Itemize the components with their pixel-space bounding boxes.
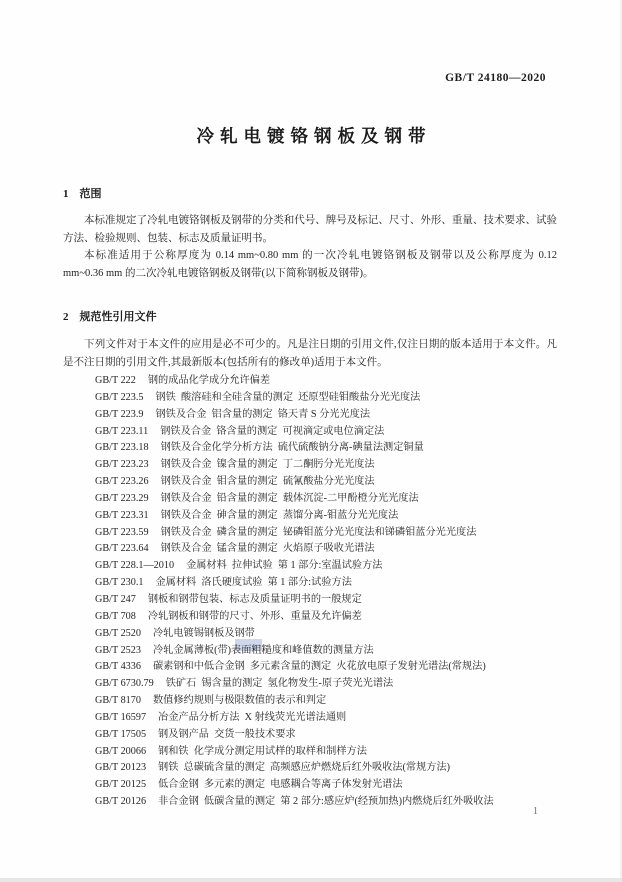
reference-title: 钢及钢产品 交货一般技术要求	[158, 728, 296, 740]
reference-title: 金属材料 拉伸试验 第 1 部分:室温试验方法	[186, 560, 383, 572]
reference-title: 钢铁及合金 铬含量的测定 可视滴定或电位滴定法	[160, 425, 385, 437]
reference-title: 钢铁及合金 钼含量的测定 硫氰酸盐分光光度法	[160, 476, 375, 488]
reference-code: GB/T 20125	[95, 779, 147, 791]
reference-item	[95, 407, 565, 424]
reference-code: GB/T 20066	[95, 745, 147, 757]
reference-item	[95, 575, 565, 592]
reference-code: GB/T 223.31	[95, 509, 149, 521]
reference-code: GB/T 20123	[95, 762, 147, 774]
paragraph: 本标准规定了冷轧电镀铬钢板及钢带的分类和代号、牌号及标记、尺寸、外形、重量、技术要求、试验方法、检验规则、包装、标志及质量证明书。	[63, 215, 557, 244]
reference-title: 钢铁及合金 磷含量的测定 铋磷钼蓝分光光度法和锑磷钼蓝分光光度法	[160, 526, 477, 538]
reference-code: GB/T 223.11	[95, 425, 149, 437]
reference-item	[95, 592, 565, 609]
reference-item	[95, 390, 565, 407]
reference-item	[95, 626, 565, 643]
reference-title: 钢和铁 化学成分测定用试样的取样和制样方法	[158, 745, 367, 757]
reference-code: GB/T 223.18	[95, 442, 149, 454]
reference-code: GB/T 223.26	[95, 476, 149, 488]
reference-title: 碳素钢和中低合金钢 多元素含量的测定 火花放电原子发射光谱法(常规法)	[152, 661, 486, 673]
reference-title: 冷轧电镀锡钢板及钢带	[152, 627, 255, 639]
reference-title: 钢铁及合金 铝含量的测定 铬天青 S 分光光度法	[155, 408, 371, 420]
reference-item	[95, 474, 565, 491]
reference-item	[95, 541, 565, 558]
reference-title: 钢铁及合金 铅含量的测定 载体沉淀-二甲酚橙分光光度法	[160, 492, 419, 504]
reference-item	[95, 744, 565, 761]
reference-code: GB/T 222	[95, 375, 136, 386]
reference-code: GB/T 223.64	[95, 543, 149, 555]
reference-item	[95, 727, 565, 744]
reference-code: GB/T 20126	[95, 796, 147, 808]
reference-title: 冷轧金属薄板(带)表面粗糙度和峰值数的测量方法	[152, 644, 374, 656]
reference-item	[95, 710, 565, 727]
page-number: 1	[533, 806, 538, 817]
reference-code: GB/T 2520	[95, 627, 141, 639]
reference-title: 铁矿石 锡含量的测定 氢化物发生-原子荧光光谱法	[165, 678, 394, 690]
scan-edge-bottom	[0, 878, 622, 882]
reference-item	[95, 777, 565, 794]
reference-title: 钢铁 酸溶硅和全硅含量的测定 还原型硅钼酸盐分光光度法	[155, 391, 421, 403]
reference-item	[95, 508, 565, 525]
reference-title: 低合金钢 多元素的测定 电感耦合等离子体发射光谱法	[158, 779, 403, 791]
section-2-paragraphs	[63, 336, 557, 371]
reference-code: GB/T 4336	[95, 661, 141, 673]
reference-code: GB/T 230.1	[95, 577, 144, 589]
reference-code: GB/T 223.5	[95, 391, 144, 403]
reference-item	[95, 693, 565, 710]
reference-title: 钢铁及合金 砷含量的测定 蒸馏分离-钼蓝分光光度法	[160, 509, 399, 521]
paragraph: 下列文件对于本文件的应用是必不可少的。凡是注日期的引用文件,仅注日期的版本适用于本文件。凡是不注日期的引用文件,其最新版本(包括所有的修改单)适用于本文件。	[63, 339, 557, 368]
reference-code: GB/T 228.1—2010	[95, 560, 175, 572]
reference-item	[95, 457, 565, 474]
section-2-heading	[63, 308, 157, 324]
reference-item	[95, 558, 565, 575]
section-number: 2	[63, 311, 69, 323]
reference-title: 钢铁 总碳硫含量的测定 高频感应炉燃烧后红外吸收法(常规方法)	[158, 762, 451, 774]
reference-title: 非合金钢 低碳含量的测定 第 2 部分:感应炉(经预加热)内燃烧后红外吸收法	[158, 796, 494, 808]
reference-title: 冷轧钢板和钢带的尺寸、外形、重量及允许偏差	[147, 610, 362, 622]
reference-item	[95, 609, 565, 626]
reference-item	[95, 643, 565, 660]
section-heading-label: 规范性引用文件	[79, 311, 157, 323]
reference-title: 数值修约规则与极限数值的表示和判定	[152, 695, 327, 707]
reference-code: GB/T 708	[95, 610, 136, 622]
reference-code: GB/T 17505	[95, 728, 147, 740]
reference-code: GB/T 8170	[95, 695, 141, 707]
standard-code-header: GB/T 24180—2020	[445, 72, 546, 84]
section-1-heading	[63, 185, 102, 201]
reference-title: 钢的成品化学成分允许偏差	[147, 375, 271, 386]
reference-item	[95, 525, 565, 542]
document-title: 冷轧电镀铬钢板及钢带	[196, 126, 432, 146]
reference-item	[95, 760, 565, 777]
reference-code: GB/T 223.59	[95, 526, 149, 538]
reference-item	[95, 659, 565, 676]
reference-item	[95, 440, 565, 457]
reference-code: GB/T 223.9	[95, 408, 144, 420]
reference-code: GB/T 16597	[95, 711, 147, 723]
reference-code: GB/T 223.29	[95, 492, 149, 504]
reference-item	[95, 491, 565, 508]
reference-code: GB/T 223.23	[95, 459, 149, 471]
reference-item	[95, 794, 565, 811]
reference-item	[95, 676, 565, 693]
reference-title: 钢铁及合金化学分析方法 硫代硫酸钠分离-碘量法测定铜量	[160, 442, 424, 454]
reference-item	[95, 373, 565, 390]
paragraph: 本标准适用于公称厚度为 0.14 mm~0.80 mm 的一次冷轧电镀铬钢板及钢带以及公称厚度为 0.12 mm~0.36 mm 的二次冷轧电镀铬钢板及钢带(以下简称钢板及钢带)。	[63, 250, 557, 279]
section-number: 1	[63, 188, 69, 200]
reference-code: GB/T 2523	[95, 644, 141, 656]
reference-code: GB/T 6730.79	[95, 678, 154, 690]
section-1-paragraphs	[63, 212, 557, 282]
reference-title: 冶金产品分析方法 X 射线荧光光谱法通则	[158, 711, 347, 723]
section-heading-label: 范围	[79, 188, 102, 200]
reference-title: 钢铁及合金 锰含量的测定 火焰原子吸收光谱法	[160, 543, 375, 555]
reference-title: 金属材料 洛氏硬度试验 第 1 部分:试验方法	[155, 577, 352, 589]
reference-item	[95, 424, 565, 441]
reference-list	[95, 373, 565, 811]
reference-title: 钢铁及合金 镍含量的测定 丁二酮肟分光光度法	[160, 459, 375, 471]
reference-code: GB/T 247	[95, 593, 136, 605]
reference-title: 钢板和钢带包装、标志及质量证明书的一般规定	[147, 593, 362, 605]
